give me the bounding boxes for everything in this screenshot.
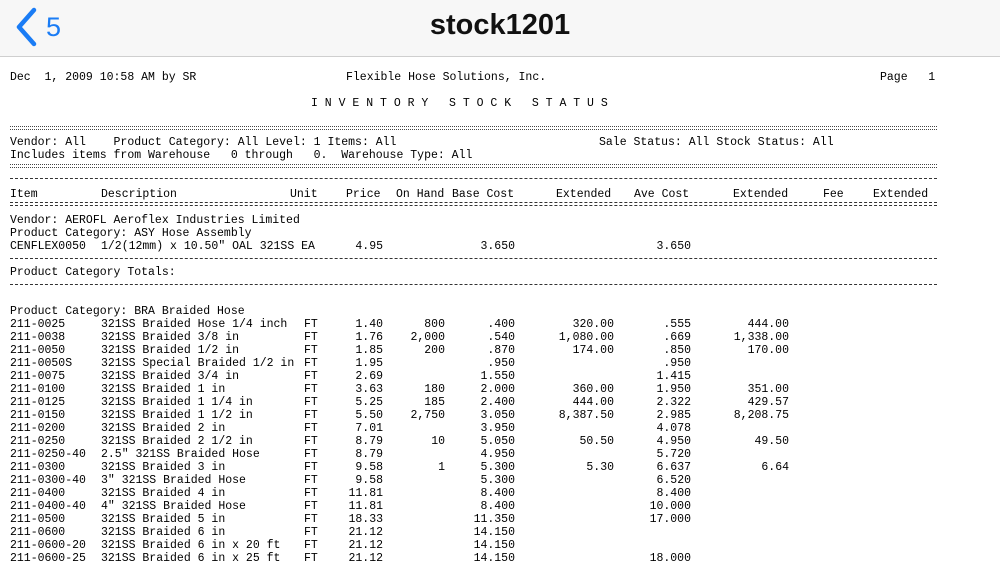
cell-ave-cost: 4.950 bbox=[656, 435, 691, 448]
cell-item: 211-0250-40 bbox=[10, 448, 86, 461]
cell-description: 321SS Braided 5 in bbox=[101, 513, 226, 526]
cell-description: 2.5" 321SS Braided Hose bbox=[101, 448, 260, 461]
cell-extended-1: 360.00 bbox=[572, 383, 614, 396]
cell-item: 211-0100 bbox=[10, 383, 66, 396]
separator bbox=[10, 126, 937, 130]
cell-unit: FT bbox=[304, 526, 318, 539]
col-item: Item bbox=[10, 188, 38, 201]
vendor-line: Vendor: AEROFL Aeroflex Industries Limited bbox=[10, 214, 300, 227]
cell-base-cost: 3.650 bbox=[480, 240, 515, 253]
cell-ave-cost: 1.950 bbox=[656, 383, 691, 396]
cell-base-cost: .950 bbox=[487, 357, 515, 370]
category-totals-label: Product Category Totals: bbox=[10, 266, 176, 279]
cell-base-cost: 14.150 bbox=[473, 552, 515, 563]
filter-line-1: Vendor: All Product Category: All Level: 1 Items: All bbox=[10, 136, 397, 149]
cell-base-cost: 2.000 bbox=[480, 383, 515, 396]
cell-description: 321SS Braided 2 in bbox=[101, 422, 226, 435]
cell-description: 3" 321SS Braided Hose bbox=[101, 474, 246, 487]
cell-ave-cost: 6.520 bbox=[656, 474, 691, 487]
cell-item: 211-0600-25 bbox=[10, 552, 86, 563]
cell-extended-2: 444.00 bbox=[747, 318, 789, 331]
table-row bbox=[0, 318, 1000, 331]
cell-description: 321SS Braided 2 1/2 in bbox=[101, 435, 253, 448]
table-row bbox=[0, 448, 1000, 461]
cell-base-cost: 11.350 bbox=[473, 513, 515, 526]
cell-ave-cost: .850 bbox=[663, 344, 691, 357]
cell-extended-1: 444.00 bbox=[572, 396, 614, 409]
cell-ave-cost: 5.720 bbox=[656, 448, 691, 461]
cell-extended-2: 351.00 bbox=[747, 383, 789, 396]
cell-extended-1: 50.50 bbox=[579, 435, 614, 448]
cell-base-cost: 8.400 bbox=[480, 487, 515, 500]
cell-description: 321SS Braided Hose 1/4 inch bbox=[101, 318, 288, 331]
cell-price: 18.33 bbox=[348, 513, 383, 526]
cell-ave-cost: 3.650 bbox=[656, 240, 691, 253]
cell-on-hand: 10 bbox=[431, 435, 445, 448]
separator bbox=[10, 164, 937, 168]
cell-extended-2: 49.50 bbox=[754, 435, 789, 448]
table-row bbox=[0, 526, 1000, 539]
cell-unit: FT bbox=[304, 409, 318, 422]
cell-item: 211-0075 bbox=[10, 370, 66, 383]
cell-description: 1/2(12mm) x 10.50" OAL 321SS EA bbox=[101, 240, 315, 253]
cell-unit: FT bbox=[304, 435, 318, 448]
col-ave-cost: Ave Cost bbox=[634, 188, 690, 201]
cell-ave-cost: .669 bbox=[663, 331, 691, 344]
cell-unit: FT bbox=[304, 344, 318, 357]
separator bbox=[10, 284, 937, 289]
cell-base-cost: 14.150 bbox=[473, 526, 515, 539]
col-base-cost: Base Cost bbox=[452, 188, 515, 201]
separator bbox=[10, 178, 937, 183]
cell-base-cost: 2.400 bbox=[480, 396, 515, 409]
cell-item: 211-0500 bbox=[10, 513, 66, 526]
cell-ave-cost: .950 bbox=[663, 357, 691, 370]
cell-base-cost: .870 bbox=[487, 344, 515, 357]
cell-item: 211-0250 bbox=[10, 435, 66, 448]
table-row bbox=[0, 500, 1000, 513]
cell-ave-cost: 1.415 bbox=[656, 370, 691, 383]
cell-base-cost: 5.300 bbox=[480, 474, 515, 487]
cell-item: 211-0300-40 bbox=[10, 474, 86, 487]
cell-item: 211-0125 bbox=[10, 396, 66, 409]
company-name: Flexible Hose Solutions, Inc. bbox=[346, 71, 547, 84]
cell-description: 321SS Braided 6 in x 20 ft bbox=[101, 539, 281, 552]
filter-line-1-status: Sale Status: All Stock Status: All bbox=[599, 136, 834, 149]
cell-ave-cost: 6.637 bbox=[656, 461, 691, 474]
cell-extended-2: 170.00 bbox=[747, 344, 789, 357]
cell-ave-cost: 4.078 bbox=[656, 422, 691, 435]
table-row bbox=[0, 240, 1000, 253]
cell-description: 321SS Braided 6 in x 25 ft bbox=[101, 552, 281, 563]
cell-unit: FT bbox=[304, 357, 318, 370]
cell-unit: FT bbox=[304, 331, 318, 344]
cell-extended-2: 6.64 bbox=[761, 461, 789, 474]
cell-price: 9.58 bbox=[355, 461, 383, 474]
cell-item: 211-0600-20 bbox=[10, 539, 86, 552]
cell-unit: FT bbox=[304, 487, 318, 500]
col-extended-2: Extended bbox=[733, 188, 789, 201]
separator bbox=[10, 202, 937, 206]
cell-price: 5.25 bbox=[355, 396, 383, 409]
cell-item: CENFLEX0050 bbox=[10, 240, 86, 253]
separator bbox=[10, 258, 937, 263]
cell-price: 8.79 bbox=[355, 435, 383, 448]
cell-item: 211-0200 bbox=[10, 422, 66, 435]
cell-price: 21.12 bbox=[348, 539, 383, 552]
cell-base-cost: 1.550 bbox=[480, 370, 515, 383]
cell-price: 21.12 bbox=[348, 526, 383, 539]
cell-extended-2: 1,338.00 bbox=[733, 331, 789, 344]
cell-price: 11.81 bbox=[348, 500, 383, 513]
cell-base-cost: .540 bbox=[487, 331, 515, 344]
cell-unit: FT bbox=[304, 448, 318, 461]
table-row bbox=[0, 370, 1000, 383]
cell-unit: FT bbox=[304, 383, 318, 396]
cell-item: 211-0600 bbox=[10, 526, 66, 539]
table-row bbox=[0, 331, 1000, 344]
table-row bbox=[0, 435, 1000, 448]
cell-unit: FT bbox=[304, 539, 318, 552]
cell-description: 321SS Braided 1 in bbox=[101, 383, 226, 396]
cell-price: 8.79 bbox=[355, 448, 383, 461]
cell-item: 211-0400 bbox=[10, 487, 66, 500]
cell-price: 4.95 bbox=[355, 240, 383, 253]
cell-base-cost: 8.400 bbox=[480, 500, 515, 513]
cell-description: 321SS Braided 6 in bbox=[101, 526, 226, 539]
table-row bbox=[0, 552, 1000, 563]
cell-base-cost: .400 bbox=[487, 318, 515, 331]
col-extended-3: Extended bbox=[873, 188, 929, 201]
cell-unit: FT bbox=[304, 422, 318, 435]
cell-description: 321SS Special Braided 1/2 in bbox=[101, 357, 295, 370]
cell-on-hand: 2,000 bbox=[410, 331, 445, 344]
col-fee: Fee bbox=[823, 188, 844, 201]
cell-description: 321SS Braided 3 in bbox=[101, 461, 226, 474]
cell-extended-1: 8,387.50 bbox=[558, 409, 614, 422]
cell-extended-1: 320.00 bbox=[572, 318, 614, 331]
cell-price: 3.63 bbox=[355, 383, 383, 396]
cell-ave-cost: 2.985 bbox=[656, 409, 691, 422]
cell-extended-2: 429.57 bbox=[747, 396, 789, 409]
cell-description: 321SS Braided 1 1/4 in bbox=[101, 396, 253, 409]
cell-price: 1.40 bbox=[355, 318, 383, 331]
cell-price: 1.95 bbox=[355, 357, 383, 370]
table-row bbox=[0, 461, 1000, 474]
cell-base-cost: 4.950 bbox=[480, 448, 515, 461]
cell-price: 5.50 bbox=[355, 409, 383, 422]
cell-unit: FT bbox=[304, 552, 318, 563]
cell-base-cost: 5.050 bbox=[480, 435, 515, 448]
cell-extended-1: 1,080.00 bbox=[558, 331, 614, 344]
cell-extended-1: 5.30 bbox=[586, 461, 614, 474]
cell-unit: FT bbox=[304, 513, 318, 526]
table-row bbox=[0, 422, 1000, 435]
cell-extended-1: 174.00 bbox=[572, 344, 614, 357]
cell-item: 211-0025 bbox=[10, 318, 66, 331]
cell-on-hand: 800 bbox=[424, 318, 445, 331]
cell-extended-2: 8,208.75 bbox=[733, 409, 789, 422]
cell-ave-cost: .555 bbox=[663, 318, 691, 331]
cell-base-cost: 3.950 bbox=[480, 422, 515, 435]
table-row bbox=[0, 344, 1000, 357]
cell-description: 321SS Braided 3/8 in bbox=[101, 331, 240, 344]
table-row bbox=[0, 487, 1000, 500]
table-row bbox=[0, 513, 1000, 526]
cell-ave-cost: 8.400 bbox=[656, 487, 691, 500]
col-description: Description bbox=[101, 188, 177, 201]
cell-base-cost: 5.300 bbox=[480, 461, 515, 474]
cell-item: 211-0150 bbox=[10, 409, 66, 422]
table-row bbox=[0, 539, 1000, 552]
cell-price: 2.69 bbox=[355, 370, 383, 383]
cell-unit: FT bbox=[304, 370, 318, 383]
cell-unit: FT bbox=[304, 396, 318, 409]
cell-description: 321SS Braided 1 1/2 in bbox=[101, 409, 253, 422]
cell-description: 321SS Braided 3/4 in bbox=[101, 370, 240, 383]
cell-item: 211-0038 bbox=[10, 331, 66, 344]
cell-price: 7.01 bbox=[355, 422, 383, 435]
category-heading: Product Category: ASY Hose Assembly bbox=[10, 227, 252, 240]
cell-price: 9.58 bbox=[355, 474, 383, 487]
cell-price: 1.85 bbox=[355, 344, 383, 357]
column-header-row bbox=[0, 188, 1000, 201]
filter-line-2: Includes items from Warehouse 0 through 0. Warehouse Type: All bbox=[10, 149, 473, 162]
cell-unit: FT bbox=[304, 474, 318, 487]
report-document bbox=[0, 57, 1000, 563]
cell-item: 211-0050S bbox=[10, 357, 73, 370]
cell-on-hand: 1 bbox=[438, 461, 445, 474]
table-row bbox=[0, 396, 1000, 409]
cell-price: 21.12 bbox=[348, 552, 383, 563]
cell-description: 321SS Braided 1/2 in bbox=[101, 344, 240, 357]
table-row bbox=[0, 409, 1000, 422]
col-unit: Unit bbox=[290, 188, 318, 201]
cell-unit: FT bbox=[304, 318, 318, 331]
cell-ave-cost: 10.000 bbox=[649, 500, 691, 513]
cell-unit: FT bbox=[304, 500, 318, 513]
navigation-bar bbox=[0, 0, 1000, 57]
cell-on-hand: 2,750 bbox=[410, 409, 445, 422]
cell-price: 11.81 bbox=[348, 487, 383, 500]
page-title: stock1201 bbox=[429, 9, 571, 41]
cell-description: 321SS Braided 4 in bbox=[101, 487, 226, 500]
back-button-label: 5 bbox=[46, 11, 62, 42]
cell-ave-cost: 2.322 bbox=[656, 396, 691, 409]
cell-item: 211-0400-40 bbox=[10, 500, 86, 513]
table-row bbox=[0, 383, 1000, 396]
cell-base-cost: 14.150 bbox=[473, 539, 515, 552]
cell-ave-cost: 17.000 bbox=[649, 513, 691, 526]
col-price: Price bbox=[346, 188, 381, 201]
cell-on-hand: 180 bbox=[424, 383, 445, 396]
cell-on-hand: 185 bbox=[424, 396, 445, 409]
col-extended-1: Extended bbox=[556, 188, 612, 201]
report-date-line: Dec 1, 2009 10:58 AM by SR bbox=[10, 71, 197, 84]
col-on-hand: On Hand bbox=[396, 188, 445, 201]
cell-price: 1.76 bbox=[355, 331, 383, 344]
report-title: I N V E N T O R Y S T O C K S T A T U S bbox=[311, 97, 608, 110]
cell-description: 4" 321SS Braided Hose bbox=[101, 500, 246, 513]
cell-item: 211-0050 bbox=[10, 344, 66, 357]
page-number: Page 1 bbox=[880, 71, 936, 84]
cell-base-cost: 3.050 bbox=[480, 409, 515, 422]
cell-ave-cost: 18.000 bbox=[649, 552, 691, 563]
cell-item: 211-0300 bbox=[10, 461, 66, 474]
category-heading: Product Category: BRA Braided Hose bbox=[10, 305, 245, 318]
table-row bbox=[0, 474, 1000, 487]
cell-unit: FT bbox=[304, 461, 318, 474]
cell-on-hand: 200 bbox=[424, 344, 445, 357]
table-row bbox=[0, 357, 1000, 370]
